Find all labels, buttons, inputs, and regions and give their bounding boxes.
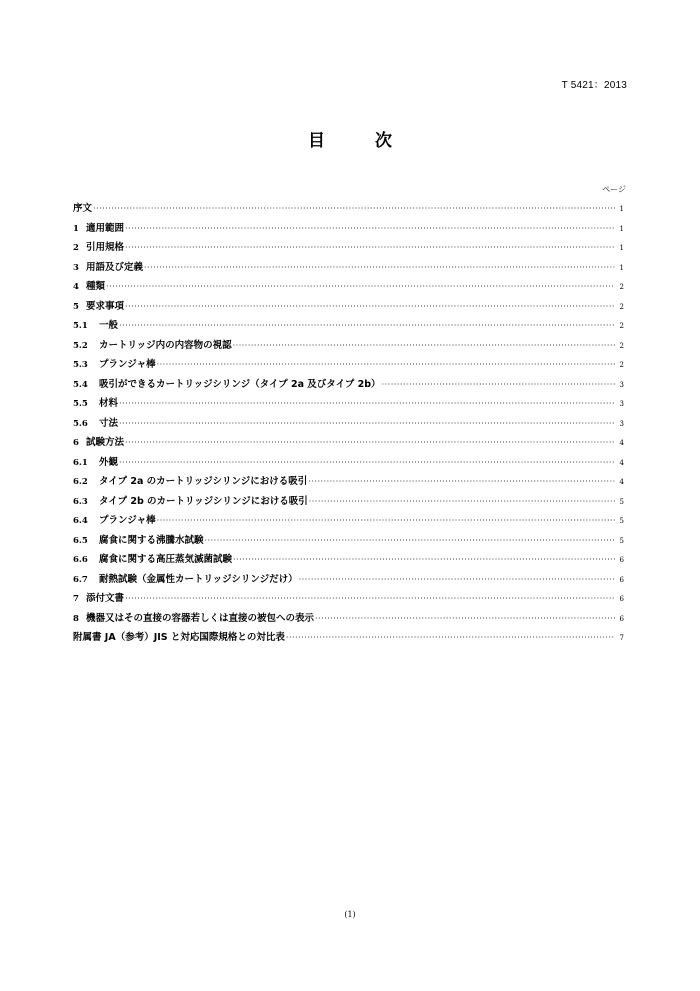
toc-label: 寸法 <box>99 417 119 429</box>
toc-leader-dots <box>309 497 615 506</box>
toc-label: 適用範囲 <box>86 222 125 234</box>
toc-label: タイプ 2a のカートリッジシリンジにおける吸引 <box>99 476 308 487</box>
toc-leader-dots <box>119 419 615 428</box>
toc-label: 耐熱試験（金属性カートリッジシリンジだけ） <box>99 573 298 585</box>
toc-label: 一般 <box>99 320 119 331</box>
toc-label: 用語及び定義 <box>86 261 144 273</box>
toc-number: 6.2 <box>73 477 88 487</box>
toc-leader-dots <box>93 204 615 213</box>
toc-leader-dots <box>125 438 615 447</box>
toc-label: 吸引ができるカートリッジシリンジ（タイプ 2a 及びタイプ 2b） <box>99 378 381 390</box>
toc-entry[interactable] <box>73 200 624 220</box>
toc-page-number: 2 <box>619 302 624 311</box>
toc-number: 5.3 <box>73 360 88 370</box>
toc-leader-dots <box>308 477 615 486</box>
toc-label: プランジャ棒 <box>99 515 156 526</box>
toc-page-number: 3 <box>619 380 624 389</box>
toc-leader-dots <box>205 536 615 545</box>
toc-number: 5.6 <box>73 418 88 429</box>
toc-page-number: 1 <box>619 263 624 272</box>
toc-leader-dots <box>157 516 615 525</box>
toc-label: 腐食に関する沸騰水試験 <box>99 534 204 546</box>
toc-page-number: 1 <box>619 205 624 213</box>
toc-label: 引用規格 <box>86 242 125 253</box>
toc-entry[interactable] <box>73 434 624 454</box>
toc-page-number: 4 <box>619 439 624 447</box>
toc-entry[interactable] <box>73 337 624 357</box>
toc-number: 5.2 <box>73 340 88 351</box>
table-of-contents <box>73 200 624 649</box>
toc-page-number: 5 <box>619 517 624 525</box>
toc-label: 附属書 JA（参考）JIS と対応国際規格との対比表 <box>73 632 285 643</box>
toc-leader-dots <box>125 594 615 603</box>
toc-entry[interactable] <box>73 415 624 435</box>
toc-leader-dots <box>299 575 615 584</box>
toc-number: 5.1 <box>73 321 88 331</box>
toc-leader-dots <box>125 302 615 311</box>
toc-number: 6.6 <box>73 555 88 565</box>
toc-page-number: 2 <box>619 361 624 369</box>
toc-leader-dots <box>119 399 615 408</box>
toc-leader-dots <box>125 224 615 233</box>
toc-entry[interactable] <box>73 298 624 318</box>
toc-leader-dots <box>144 263 615 272</box>
toc-label: 試験方法 <box>86 437 125 448</box>
toc-page-number: 6 <box>619 595 624 603</box>
toc-entry[interactable] <box>73 493 624 513</box>
toc-leader-dots <box>125 243 615 252</box>
toc-leader-dots <box>119 321 615 330</box>
toc-label: 材料 <box>99 398 119 409</box>
toc-page-number: 6 <box>619 614 624 623</box>
toc-entry[interactable] <box>73 454 624 474</box>
toc-entry[interactable] <box>73 356 624 376</box>
toc-page-number: 2 <box>619 322 624 330</box>
toc-leader-dots <box>233 341 615 350</box>
toc-number: 6 <box>73 438 79 448</box>
toc-leader-dots <box>119 458 615 467</box>
toc-entry[interactable] <box>73 395 624 415</box>
toc-label: 機器又はその直接の容器若しくは直接の被包への表示 <box>86 612 315 624</box>
toc-page-number: 6 <box>619 556 624 564</box>
toc-label: プランジャ棒 <box>99 359 156 370</box>
toc-leader-dots <box>233 555 615 564</box>
document-code: T 5421：2013 <box>561 80 627 91</box>
toc-number: 7 <box>73 594 79 604</box>
toc-page-number: 2 <box>619 283 624 291</box>
toc-label: カートリッジ内の内容物の視認 <box>99 339 232 351</box>
toc-entry[interactable] <box>73 376 624 396</box>
toc-label: 腐食に関する高圧蒸気滅菌試験 <box>99 554 233 565</box>
toc-number: 4 <box>73 282 79 292</box>
toc-leader-dots <box>157 360 615 369</box>
toc-number: 3 <box>73 262 79 273</box>
toc-label: 外観 <box>99 456 119 468</box>
toc-number: 6.3 <box>73 496 88 507</box>
toc-page-number: 5 <box>619 536 624 545</box>
toc-label: 種類 <box>86 281 106 292</box>
page-title: 目 次 <box>308 131 414 151</box>
toc-entry[interactable] <box>73 473 624 493</box>
toc-entry[interactable] <box>73 278 624 298</box>
toc-label: 要求事項 <box>86 300 125 312</box>
toc-number: 5.5 <box>73 399 88 409</box>
toc-entry[interactable] <box>73 512 624 532</box>
toc-number: 5.4 <box>73 379 88 390</box>
toc-page-number: 3 <box>619 419 624 428</box>
toc-entry[interactable] <box>73 590 624 610</box>
toc-number: 2 <box>73 243 79 253</box>
toc-leader-dots <box>286 633 615 642</box>
toc-page-number: 2 <box>619 341 624 350</box>
toc-number: 6.1 <box>73 457 88 468</box>
toc-entry[interactable] <box>73 551 624 571</box>
toc-number: 8 <box>73 613 79 624</box>
toc-entry[interactable] <box>73 571 624 591</box>
toc-number: 5 <box>73 301 79 312</box>
toc-entry[interactable] <box>73 610 624 630</box>
toc-number: 1 <box>73 223 79 234</box>
toc-page-number: 4 <box>619 478 624 486</box>
toc-entry[interactable] <box>73 532 624 552</box>
toc-page-number: 1 <box>619 224 624 233</box>
toc-leader-dots <box>315 614 615 623</box>
toc-page-number: 4 <box>619 458 624 467</box>
toc-number: 6.5 <box>73 535 88 546</box>
toc-entry[interactable] <box>73 317 624 337</box>
toc-page-number: 7 <box>619 634 624 642</box>
toc-page-number: 5 <box>619 497 624 506</box>
page-column-label: ページ <box>602 185 626 194</box>
toc-entry[interactable] <box>73 629 624 649</box>
toc-number: 6.7 <box>73 574 88 585</box>
toc-leader-dots <box>106 282 615 291</box>
page-number: (1) <box>344 910 356 919</box>
toc-entry[interactable] <box>73 239 624 259</box>
toc-leader-dots <box>382 380 615 389</box>
toc-page-number: 6 <box>619 575 624 584</box>
toc-number: 6.4 <box>73 516 88 526</box>
toc-label: タイプ 2b のカートリッジシリンジにおける吸引 <box>99 495 308 507</box>
toc-label: 序文 <box>73 203 93 214</box>
toc-entry[interactable] <box>73 259 624 279</box>
toc-entry[interactable] <box>73 220 624 240</box>
toc-label: 添付文書 <box>86 593 125 604</box>
toc-page-number: 3 <box>619 400 624 408</box>
toc-page-number: 1 <box>619 244 624 252</box>
